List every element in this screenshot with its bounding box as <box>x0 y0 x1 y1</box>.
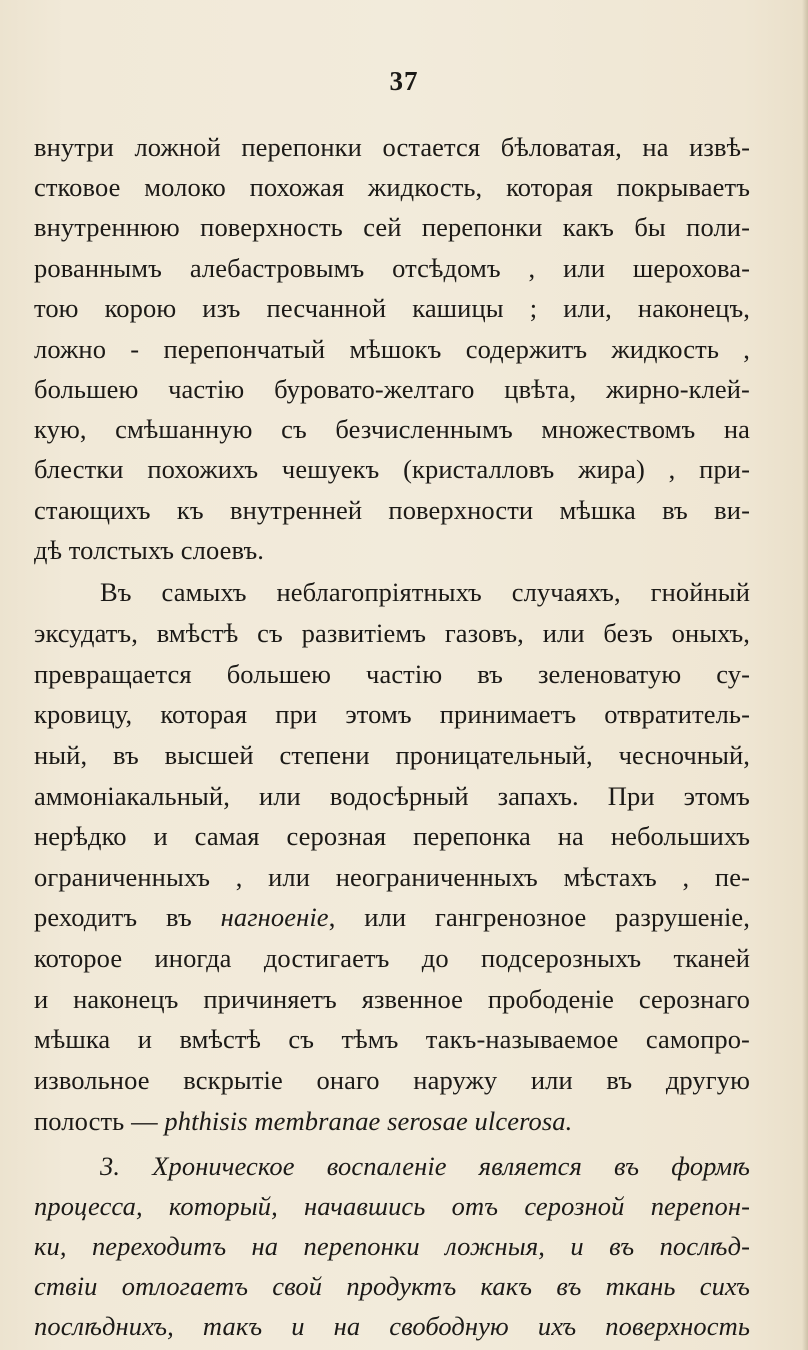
text-line: аммоніакальный, или водосѣрный запахъ. При этомъ <box>34 781 750 811</box>
text-line: внутри ложной перепонки остается бѣловатая, на извѣ- <box>34 132 750 162</box>
text-line: кую, смѣшанную съ безчисленнымъ множествомъ на <box>34 414 750 444</box>
text-fragment: полость — <box>34 1106 165 1136</box>
text-line: ограниченныхъ , или неограниченныхъ мѣстахъ , пе- <box>34 862 750 892</box>
latin-term: phthisis membranae serosae ulcerosa. <box>164 1106 573 1136</box>
text-line-with-italic <box>34 897 750 937</box>
text-line: кровицу, которая при этомъ принимаетъ отвратитель- <box>34 699 750 729</box>
text-line: превращается большею частію въ зеленоватую су- <box>34 659 750 689</box>
text-line: внутреннюю поверхность сей перепонки какъ бы поли- <box>34 212 750 242</box>
text-line: эксудатъ, вмѣстѣ съ развитіемъ газовъ, или безъ оныхъ, <box>34 618 750 648</box>
text-line: тою корою изъ песчанной кашицы ; или, наконецъ, <box>34 293 750 323</box>
text-line: стающихъ къ внутренней поверхности мѣшка въ ви- <box>34 495 750 525</box>
text-line-italic: послѣднихъ, такъ и на свободную ихъ поверхность <box>34 1311 750 1341</box>
text-line-italic: ствіи отлогаетъ свой продуктъ какъ въ ткань сихъ <box>34 1271 750 1301</box>
text-line-with-latin <box>34 1101 750 1141</box>
text-line: рованнымъ алебастровымъ отсѣдомъ , или шерохова- <box>34 253 750 283</box>
text-line: ложно - перепончатый мѣшокъ содержитъ жидкость , <box>34 334 750 364</box>
text-fragment: , или гангренозное разрушеніе, <box>328 902 750 932</box>
text-line: блестки похожихъ чешуекъ (кристалловъ жира) , при- <box>34 454 750 484</box>
text-fragment: реходитъ въ <box>34 902 221 932</box>
text-line-italic: 3. Хроническое воспаленіе является въ формѣ <box>100 1151 750 1181</box>
text-line: извольное вскрытіе онаго наружу или въ другую <box>34 1065 750 1095</box>
italic-term: нагноеніе <box>220 902 329 932</box>
text-line-italic: ки, переходитъ на перепонки ложныя, и въ послѣд- <box>34 1231 750 1261</box>
text-line: мѣшка и вмѣстѣ съ тѣмъ такъ-называемое самопро- <box>34 1024 750 1054</box>
text-line: ный, въ высшей степени проницательный, чесночный, <box>34 740 750 770</box>
text-line: дѣ толстыхъ слоевъ. <box>34 535 264 565</box>
text-line-italic: процесса, который, начавшись отъ серозной перепон- <box>34 1191 750 1221</box>
page-edge-shadow <box>802 0 808 1350</box>
page-number: 37 <box>389 66 419 96</box>
text-line: и наконецъ причиняетъ язвенное прободеніе серознаго <box>34 984 750 1014</box>
text-line: которое иногда достигаетъ до подсерозныхъ тканей <box>34 943 750 973</box>
text-line: Въ самыхъ неблагопріятныхъ случаяхъ, гнойный <box>100 577 750 607</box>
text-line: стковое молоко похожая жидкость, которая покрываетъ <box>34 172 750 202</box>
text-line: большею частію буровато-желтаго цвѣта, жирно-клей- <box>34 374 750 404</box>
text-line: нерѣдко и самая серозная перепонка на небольшихъ <box>34 821 750 851</box>
